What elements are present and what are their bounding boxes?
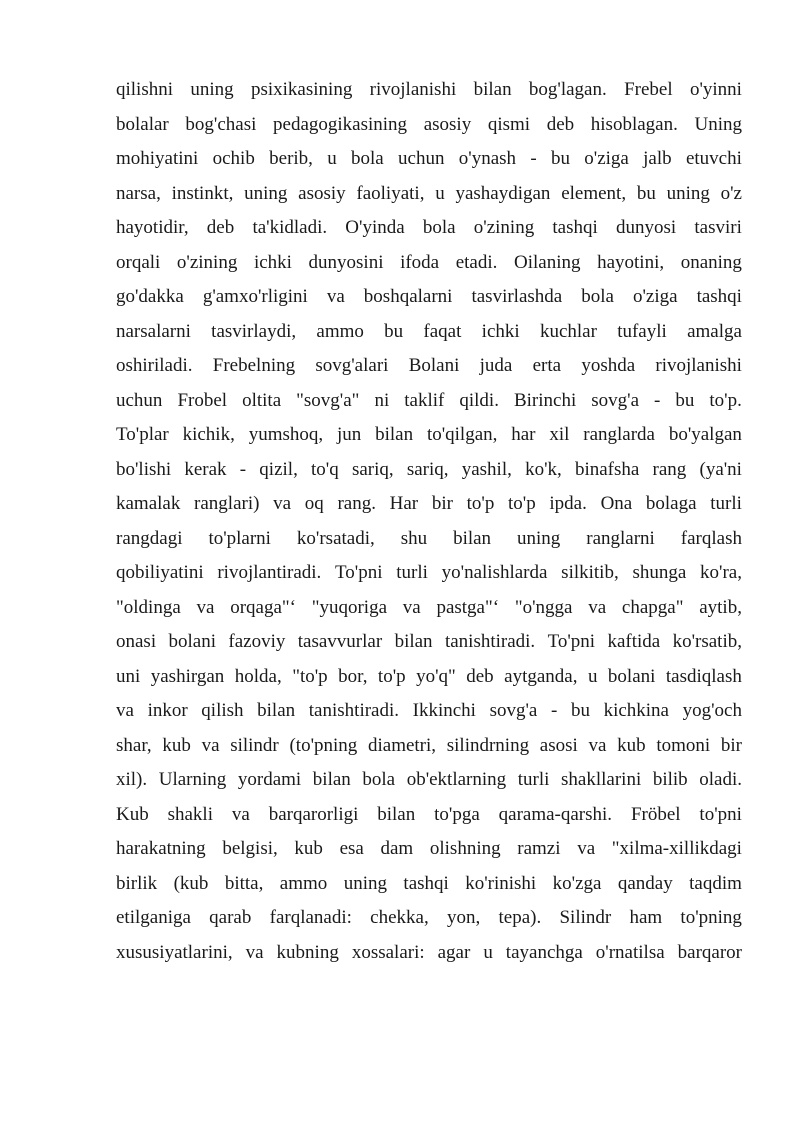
body-text	[116, 73, 742, 970]
text-line: uchun Frobel oltita "sovg'a" ni taklif qildi. Birinchi sovg'a - bu to'p.	[116, 389, 742, 411]
text-line: oshiriladi. Frebelning sovg'alari Bolani juda erta yoshda rivojlanishi	[116, 355, 742, 376]
text-line: narsalarni tasvirlaydi, ammo bu faqat ichki kuchlar tufayli amalga	[116, 320, 742, 342]
text-line: mohiyatini ochib berib, u bola uchun o'ynash - bu o'ziga jalb etuvchi	[116, 148, 742, 169]
text-line: kamalak ranglari) va oq rang. Har bir to'p to'p ipda. Ona bolaga turli	[116, 493, 742, 514]
text-line: etilganiga qarab farqlanadi: chekka, yon, tepa). Silindr ham to'pning	[116, 907, 742, 928]
text-line: shar, kub va silindr (to'pning diametri, silindrning asosi va kub tomoni bir	[116, 734, 742, 756]
text-line: qobiliyatini rivojlantiradi. To'pni turli yo'nalishlarda silkitib, shunga ko'ra,	[116, 562, 742, 583]
text-line: To'plar kichik, yumshoq, jun bilan to'qilgan, har xil ranglarda bo'yalgan	[116, 424, 742, 445]
text-line: orqali o'zining ichki dunyosini ifoda etadi. Oilaning hayotini, onaning	[116, 251, 742, 273]
text-line: qilishni uning psixikasining rivojlanishi bilan bog'lagan. Frebel o'yinni	[116, 79, 742, 100]
text-line: rangdagi to'plarni ko'rsatadi, shu bilan uning ranglarni farqlash	[116, 527, 742, 549]
text-line: xususiyatlarini, va kubning xossalari: agar u tayanchga o'rnatilsa barqaror	[116, 941, 742, 963]
text-line: va inkor qilish bilan tanishtiradi. Ikkinchi sovg'a - bu kichkina yog'och	[116, 700, 742, 721]
text-line: bolalar bog'chasi pedagogikasining asosiy qismi deb hisoblagan. Uning	[116, 113, 742, 135]
text-line: onasi bolani fazoviy tasavvurlar bilan tanishtiradi. To'pni kaftida ko'rsatib,	[116, 631, 742, 652]
text-line: birlik (kub bitta, ammo uning tashqi ko'rinishi ko'zga qanday taqdim	[116, 872, 742, 894]
text-line: uni yashirgan holda, "to'p bor, to'p yo'q" deb aytganda, u bolani tasdiqlash	[116, 665, 742, 687]
text-line: bo'lishi kerak - qizil, to'q sariq, sariq, yashil, ko'k, binafsha rang (ya'ni	[116, 458, 742, 480]
text-line: hayotidir, deb ta'kidladi. O'yinda bola o'zining tashqi dunyosi tasviri	[116, 217, 742, 238]
text-line: harakatning belgisi, kub esa dam olishning ramzi va "xilma-xillikdagi	[116, 838, 742, 859]
text-line: xil). Ularning yordami bilan bola ob'ektlarning turli shakllarini bilib oladi.	[116, 769, 742, 790]
text-line: narsa, instinkt, uning asosiy faoliyati, u yashaydigan element, bu uning o'z	[116, 182, 742, 204]
text-line: "oldinga va orqaga"‘ "yuqoriga va pastga"‘ "o'ngga va chapga" aytib,	[116, 596, 742, 618]
text-line: Kub shakli va barqarorligi bilan to'pga qarama-qarshi. Fröbel to'pni	[116, 803, 742, 825]
text-line: go'dakka g'amxo'rligini va boshqalarni tasvirlashda bola o'ziga tashqi	[116, 286, 742, 307]
